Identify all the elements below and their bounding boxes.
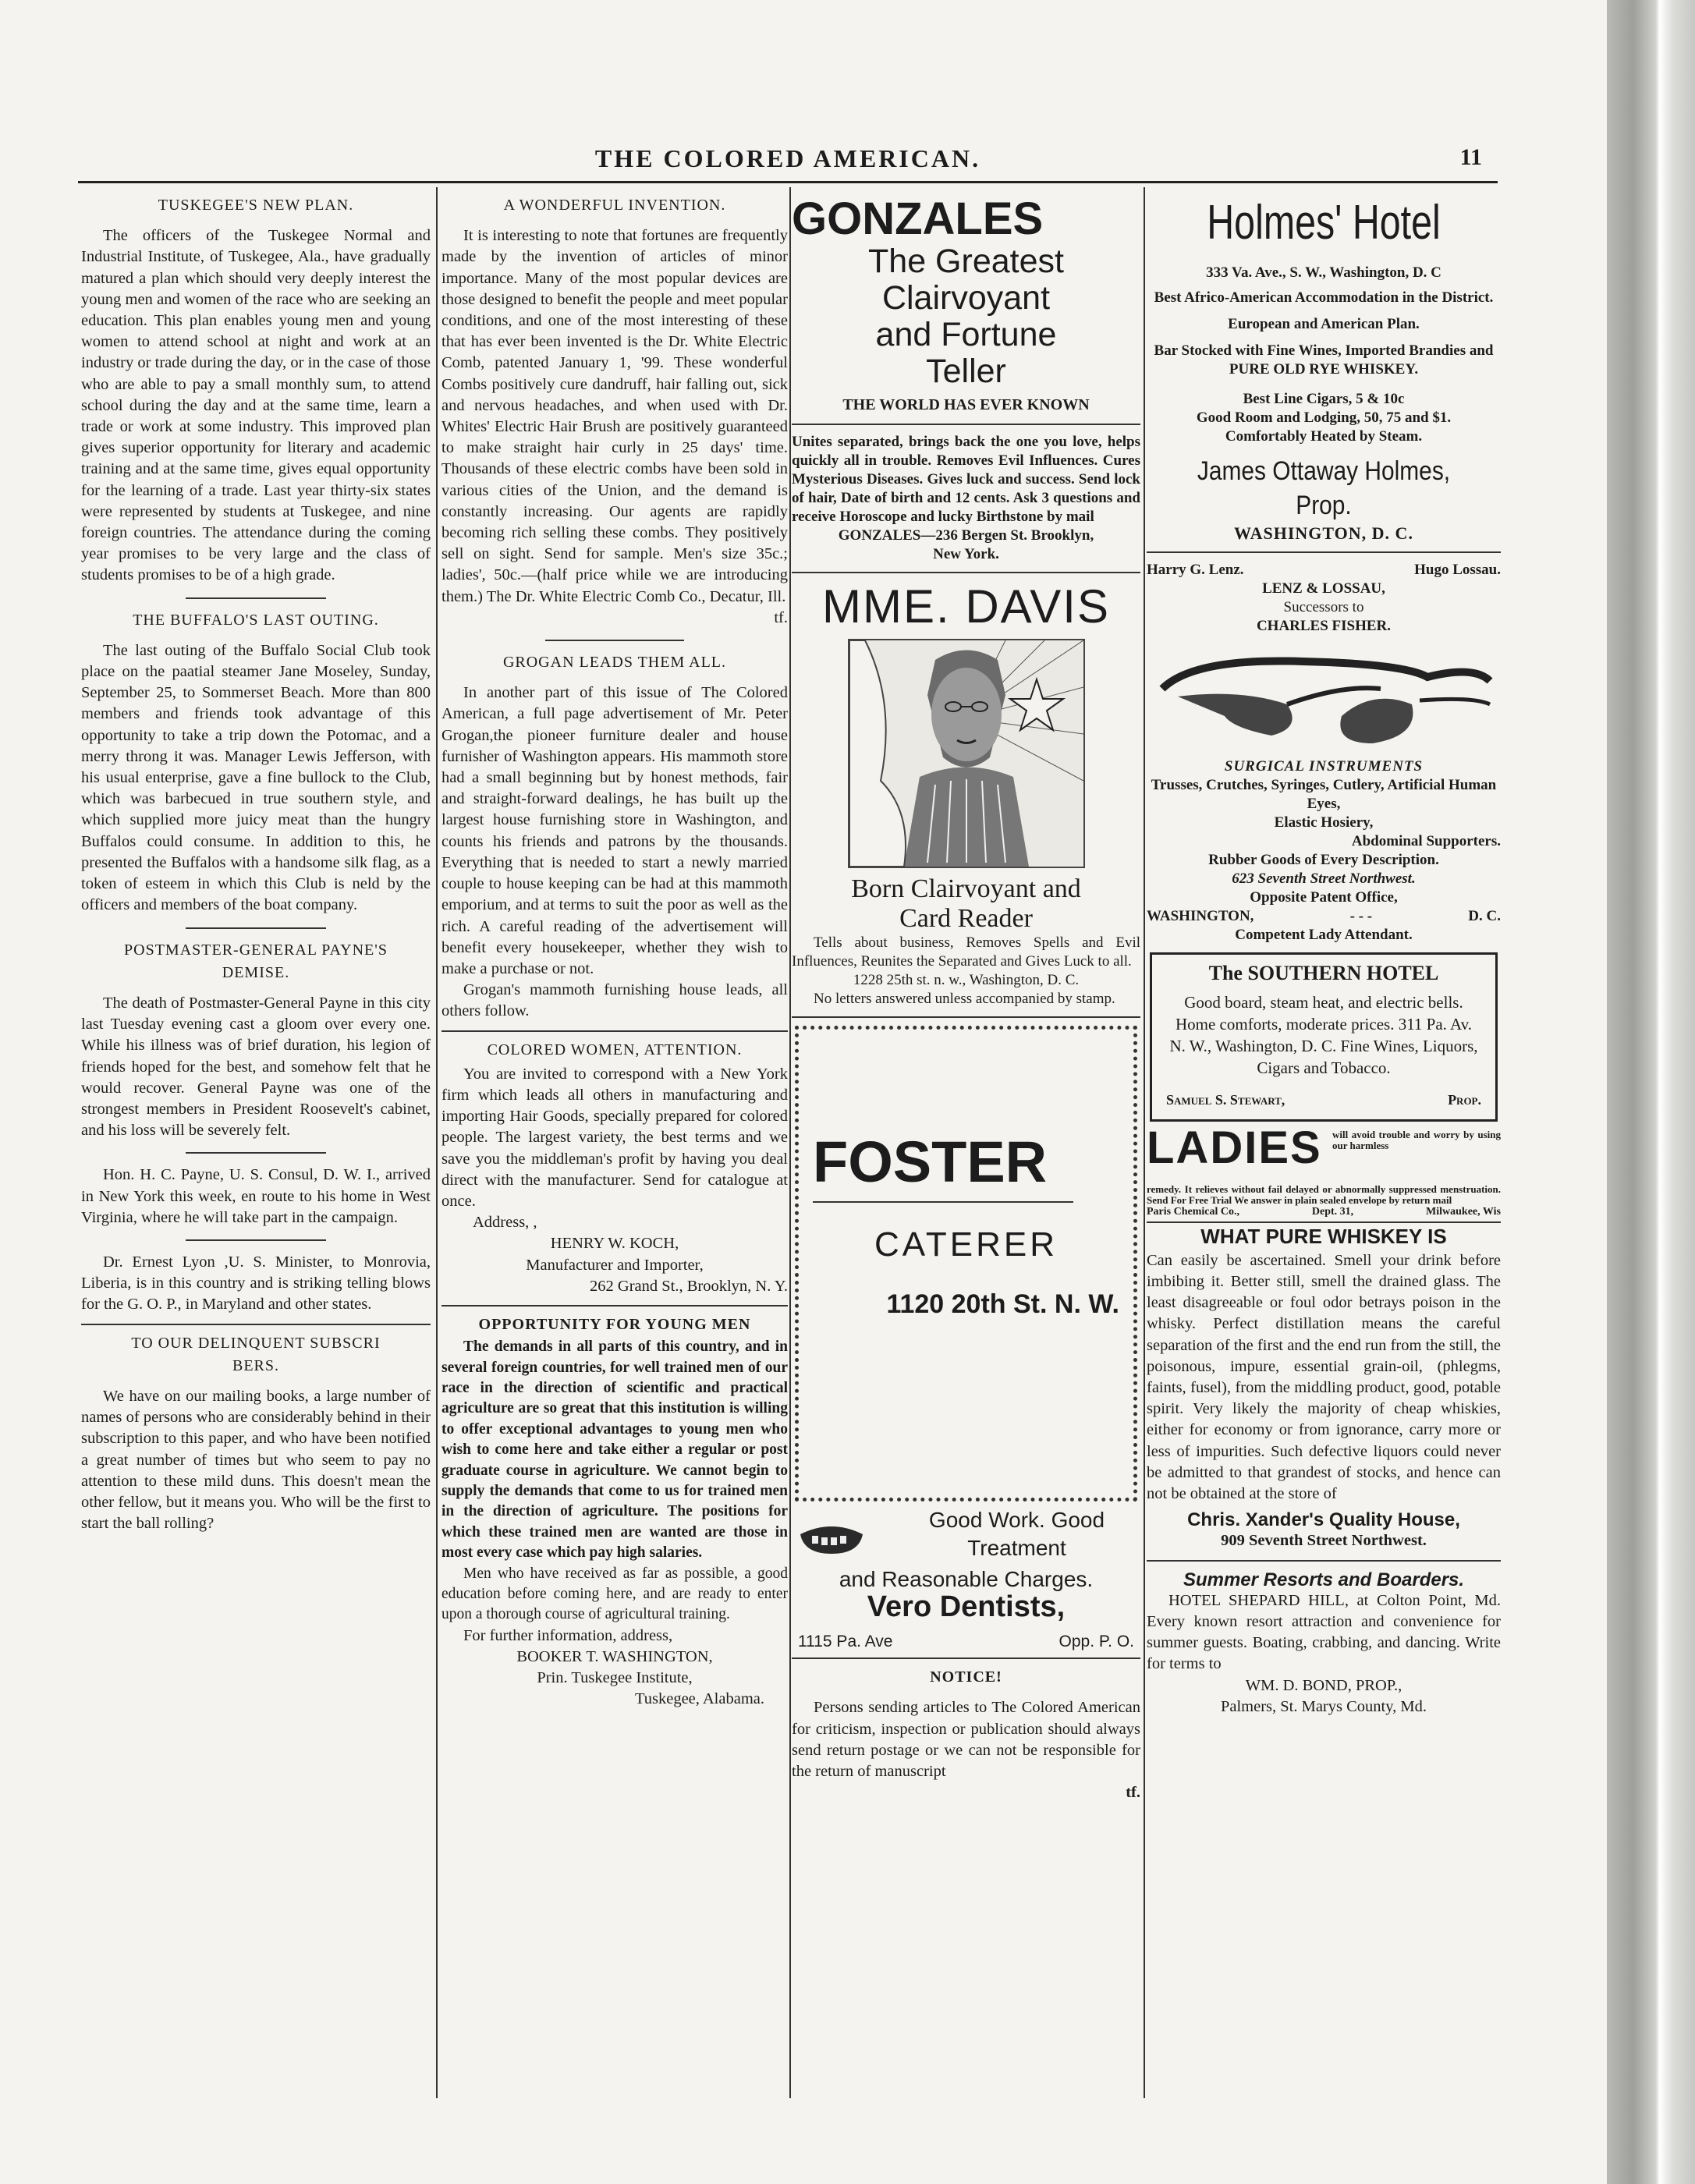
lenz-city: WASHINGTON, xyxy=(1147,908,1254,925)
surgical-body-4: Rubber Goods of Every Description. xyxy=(1208,852,1439,869)
gonzales-address-2: New York. xyxy=(933,546,999,563)
invention-tf: tf. xyxy=(774,608,788,626)
foster-trade: CATERER xyxy=(874,1225,1058,1264)
divider xyxy=(792,572,1140,573)
page-spine-edge xyxy=(1607,0,1695,2184)
surgical-instruments-illustration xyxy=(1147,642,1501,751)
holmes-hotel-name: Holmes' Hotel xyxy=(1207,196,1441,250)
foster-address: 1120 20th St. N. W. xyxy=(886,1289,1119,1320)
tuskegee-body: The officers of the Tuskegee Normal and Industrial Institute, of Tuskegee, Ala., have gradually matured a plan which should very deeply interest the young men and women of the race who are seeking an education. This plan enables young men and young women to attend school at night and work at an industry or trade during the day, or in the case of those who are able to pay a small monthly sum, to attend school during the day and at the same time, learn a trade or work at some industry. This improved plan gives superior opportunity for literary and academic training and at the same time, gives equal opportunity for the learning of a trade. Last year thirty-six states were represented by students at Tuskegee, and nine foreign countries. The attendance during the coming year promises to be very large and the class of students promises to be of a high grade. xyxy=(81,227,431,584)
page-number: 11 xyxy=(1459,144,1482,170)
delinquent-heading-2: BERS. xyxy=(232,1356,280,1374)
notice-body: Persons sending articles to The Colored American for criticism, inspection or publication should always send return postage or we can not be responsible for the return of manuscript xyxy=(792,1699,1140,1781)
divider xyxy=(186,1239,325,1241)
payne-body: The death of Postmaster-General Payne in this city last Tuesday evening cast a gloom over every one. While his illness was of brief duration, his legion of friends hoped for the best, and somehow felt that he would recover. General Payne was one of the strongest members in President Roosevelt's cabinet, and his loss will be severely felt. xyxy=(81,994,431,1140)
davis-headline-2: Card Reader xyxy=(899,904,1033,934)
notice-tf: tf. xyxy=(1126,1784,1140,1802)
divider xyxy=(441,1305,788,1306)
buffalo-heading: THE BUFFALO'S LAST OUTING. xyxy=(133,611,379,629)
holmes-city: WASHINGTON, D. C. xyxy=(1234,523,1413,543)
whiskey-store: Chris. Xander's Quality House, xyxy=(1187,1509,1460,1531)
koch-address-label: Address, , xyxy=(473,1214,537,1232)
washington-name: BOOKER T. WASHINGTON, xyxy=(516,1648,713,1666)
davis-portrait xyxy=(848,639,1085,868)
lenz-city-state: D. C. xyxy=(1468,908,1501,925)
lenz-city-row xyxy=(1147,907,1501,926)
holmes-line-4: Best Line Cigars, 5 & 10c xyxy=(1243,391,1405,407)
tuskegee-heading: TUSKEGEE'S NEW PLAN. xyxy=(158,197,354,214)
southern-owner: Samuel S. Stewart, xyxy=(1166,1092,1285,1108)
washington-place: Tuskegee, Alabama. xyxy=(634,1690,764,1708)
southern-hotel-ad xyxy=(1150,952,1498,1121)
davis-name: MME. DAVIS xyxy=(822,580,1110,633)
divider xyxy=(1147,1221,1501,1223)
column-divider xyxy=(789,187,791,2098)
ladies-side: will avoid trouble and worry by using our harmless xyxy=(1332,1128,1501,1151)
southern-owner-row xyxy=(1166,1090,1481,1111)
gonzales-line-1: The Greatest xyxy=(868,243,1064,280)
vero-line-1: Good Work. Good xyxy=(928,1508,1105,1533)
column-divider xyxy=(1144,187,1145,2098)
ladies-firm-row xyxy=(1147,1206,1501,1218)
koch-street: 262 Grand St., Brooklyn, N. Y. xyxy=(590,1277,788,1295)
colored-women-body: You are invited to correspond with a New York firm which leads all others in manufacturing and importing Hair Goods, specially prepared for colored people. The largest variety, the best terms and we save you the middleman's profit by having you deal direct with the manufacturer. Send for catalogue at once. xyxy=(441,1065,788,1210)
washington-title: Prin. Tuskegee Institute, xyxy=(537,1669,693,1687)
vero-line-2: Treatment xyxy=(967,1536,1066,1561)
holmes-line-5: Good Room and Lodging, 50, 75 and $1. xyxy=(1196,410,1452,426)
surgical-body-3: Abdominal Supporters. xyxy=(1351,833,1501,850)
divider xyxy=(1147,1560,1501,1562)
lenz-partners xyxy=(1147,561,1501,580)
lenz-right: Hugo Lossau. xyxy=(1414,562,1501,579)
lenz-left: Harry G. Lenz. xyxy=(1147,562,1244,579)
ladies-dept: Dept. 31, xyxy=(1311,1205,1354,1218)
notice-heading: NOTICE! xyxy=(930,1668,1002,1686)
foster-caterer-ad xyxy=(795,1026,1137,1502)
resorts-place: Palmers, St. Marys County, Md. xyxy=(1220,1697,1427,1715)
surgical-body-2: Elastic Hosiery, xyxy=(1274,814,1374,831)
foster-name: FOSTER xyxy=(813,1129,1048,1195)
holmes-line-3b: PURE OLD RYE WHISKEY. xyxy=(1229,361,1419,378)
lenz-fisher: CHARLES FISHER. xyxy=(1256,618,1392,635)
opportunity-body-2: Men who have received as far as possible, a good education before coming here, and are ready to enter upon a thorough course of agricultural training. xyxy=(441,1565,788,1623)
newspaper-title: THE COLORED AMERICAN. xyxy=(594,144,981,172)
holmes-line-3: Bar Stocked with Fine Wines, Imported Brandies and xyxy=(1154,342,1494,359)
divider xyxy=(441,1030,788,1032)
buffalo-body: The last outing of the Buffalo Social Club took place on the paatial steamer Jane Moseley, Sunday, September 25, to Sommerset Beach. More than 800 members and friends took advantage of this opportunity to take a trip down the Potomac, and a merry throng it was. Manager Lewis Jefferson, with his usual enterprise, gave a fine bullock to the Club, which was barbecued in true southern style, and which supplied more juicy meat than the hungry Buffalos could consume. In addition to this, he presented the Buffalos with a handsome silk flag, as a token of esteem in which this Club is neld by the officers and members of the boat company. xyxy=(81,641,431,914)
ladies-city: Milwaukee, Wis xyxy=(1426,1205,1501,1218)
truss-icon xyxy=(1147,642,1501,751)
holmes-line-6: Comfortably Heated by Steam. xyxy=(1225,428,1423,445)
divider xyxy=(792,1658,1140,1659)
lenz-street: 623 Seventh Street Northwest. xyxy=(1232,870,1416,888)
invention-heading: A WONDERFUL INVENTION. xyxy=(503,197,726,214)
lenz-opposite: Opposite Patent Office, xyxy=(1250,889,1398,906)
column-divider xyxy=(436,187,438,2098)
vero-line-3: and Reasonable Charges. xyxy=(839,1567,1094,1592)
denture-icon xyxy=(796,1519,867,1558)
holmes-line-1: Best Africo-American Accommodation in the District. xyxy=(1154,289,1494,306)
divider xyxy=(792,1016,1140,1018)
grogan-body: In another part of this issue of The Colored American, a full page advertisement of Mr. Peter Grogan,the pioneer furniture dealer and house furnisher of Washington appears. His mammoth store had a small beginning but by honest methods, fair and straight-forward dealings, he has built up the largest house furnishing store in Washington, and counts his friends and patrons by the thousands. Everything that is needed to start a newly married couple to house keeping can be had at this mammoth emporium, and at terms to suit the poor as well as the rich. A careful reading of the advertisement will benefit every housekeeper, whether they wish to make a purchase or not. xyxy=(441,684,788,977)
foster-underline xyxy=(813,1201,1073,1203)
resorts-heading: Summer Resorts and Boarders. xyxy=(1183,1569,1465,1590)
ladies-ad xyxy=(1147,1122,1501,1184)
masthead-rule xyxy=(78,181,1498,183)
divider xyxy=(545,640,684,641)
colored-women-heading: COLORED WOMEN, ATTENTION. xyxy=(487,1041,743,1058)
gonzales-address: GONZALES—236 Bergen St. Brooklyn, xyxy=(838,527,1094,544)
divider xyxy=(792,424,1140,425)
surgical-heading: SURGICAL INSTRUMENTS xyxy=(1224,758,1424,775)
southern-name: The SOUTHERN HOTEL xyxy=(1208,962,1439,985)
opportunity-body: The demands in all parts of this country, and in several foreign countries, for well trained men of our race in the direction of scientific and practical agriculture are so great that this institution is willing to offer exceptional advantages to young men who wish to come here and take either a regular or post graduate course in agriculture. We cannot begin to supply the demands that come to us for trained men in the direction of agriculture. The positions for which these trained men are wanted are those in most every case which pay high salaries. xyxy=(441,1338,788,1562)
gonzales-line-4: Teller xyxy=(926,353,1006,390)
surgical-body-1: Trusses, Crutches, Syringes, Cutlery, Artificial Human Eyes, xyxy=(1151,777,1497,813)
ladies-word: LADIES xyxy=(1147,1122,1322,1173)
delinquent-body: We have on our mailing books, a large number of names of persons who are considerably behind in their subscription to this paper, and who have been notified a great number of times but who seem to pay no attention to these mild duns. This doesn't mean the other fellow, but it means you. Who will be the first to start the ball rolling? xyxy=(81,1387,431,1533)
opportunity-heading: OPPORTUNITY FOR YOUNG MEN xyxy=(478,1315,751,1333)
lyon-item: Dr. Ernest Lyon ,U. S. Minister, to Monrovia, Liberia, is in this country and is striking telling blows for the G. O. P., in Maryland and other states. xyxy=(81,1253,431,1314)
gonzales-body: Unites separated, brings back the one you love, helps quickly all in trouble. Removes Evil Influences. Cures Mysterious Diseases. Gives luck and success. Send lock of hair, Date of birth and 12 cents. Ask 3 questions and receive Horoscope and lucky Birthstone by mail xyxy=(792,434,1140,526)
divider xyxy=(1147,551,1501,553)
lenz-city-dash: - - - xyxy=(1349,908,1373,925)
holmes-address: 333 Va. Ave., S. W., Washington, D. C xyxy=(1206,264,1441,281)
hc-payne-item: Hon. H. C. Payne, U. S. Consul, D. W. I., arrived in New York this week, en route to his home in West Virginia, where he will take part in the campaign. xyxy=(81,1166,431,1226)
delinquent-heading: TO OUR DELINQUENT SUBSCRI xyxy=(131,1334,381,1352)
vero-name: Vero Dentists, xyxy=(867,1590,1066,1624)
holmes-prop: James Ottaway Holmes, Prop. xyxy=(1197,456,1451,520)
column-2 xyxy=(441,187,788,2098)
vero-address: 1115 Pa. Ave xyxy=(798,1633,893,1651)
lenz-firm: LENZ & LOSSAU, xyxy=(1262,580,1385,597)
ladies-body: remedy. It relieves without fail delayed or abnormally suppressed menstruation. Send For Free Trial We answer in plain sealed envelope by return mail xyxy=(1147,1182,1501,1206)
gonzales-tagline: THE WORLD HAS EVER KNOWN xyxy=(842,396,1090,413)
divider xyxy=(186,927,325,929)
whiskey-address: 909 Seventh Street Northwest. xyxy=(1221,1532,1427,1550)
invention-body: It is interesting to note that fortunes are frequently made by the invention of articles of minor importance. Many of the most popular devices are those designed to benefit the people and meet popular conditions, and one of the most interesting of these that has ever been invented is the Dr. White Electric Comb, patented January 1, '99. These wonderful Combs positively cure dandruff, hair falling out, sick and nervous headaches, and when used with Dr. Whites' Electric Hair Brush are positively guaranteed to make straight hair curly in 25 days' time. Thousands of these electric combs have been sold in various cities of the Union, and the demand is constantly increasing. Our agents are rapidly becoming rich selling these combs. They positively sell on sight. Send for sample. Men's size 35c.; ladies', 50c.—(half price while we are introducing them.) The Dr. White Electric Comb Co., Decatur, Ill. xyxy=(441,227,788,605)
divider xyxy=(186,597,325,599)
column-3 xyxy=(792,187,1140,2098)
koch-title: Manufacturer and Importer, xyxy=(526,1256,704,1274)
payne-heading: POSTMASTER-GENERAL PAYNE'S xyxy=(124,941,388,959)
davis-portrait-illustration xyxy=(849,640,1083,867)
koch-name: HENRY W. KOCH, xyxy=(550,1235,679,1253)
whiskey-heading: WHAT PURE WHISKEY IS xyxy=(1200,1224,1447,1248)
gonzales-name: GONZALES xyxy=(792,193,1044,244)
column-1 xyxy=(81,187,431,2098)
whiskey-body: Can easily be ascertained. Smell your drink before imbibing it. Better still, smell the drained glass. The least disagreeable or foul odor betrays poison in the whisky. Perfect distillation means the careful separation of the first and the end run from the still, the poisonous, impure, essential grain-oil, (phlegms, faints, fusel), from the middling product, good, potable spirit. Very likely the majority of cheap whiskies, either for economy or from ignorance, carry more or less of impurities. Such defective liquors could never be admitted to that grandest of stocks, and hence can not be obtained at the store of xyxy=(1147,1251,1501,1503)
southern-prop: Prop. xyxy=(1448,1092,1481,1108)
resorts-prop: WM. D. BOND, PROP., xyxy=(1245,1676,1402,1694)
resorts-body: HOTEL SHEPARD HILL, at Colton Point, Md. Every known resort attraction and convenience for summer guests. Boating, crabbing, and dancing. Write for terms to xyxy=(1147,1591,1501,1673)
davis-address: 1228 25th st. n. w., Washington, D. C. xyxy=(853,972,1080,989)
grogan-heading: GROGAN LEADS THEM ALL. xyxy=(502,654,727,672)
vero-dentists-ad xyxy=(792,1509,1140,1650)
vero-opp: Opp. P. O. xyxy=(1058,1633,1134,1651)
payne-heading-2: DEMISE. xyxy=(222,963,290,981)
southern-body: Good board, steam heat, and electric bells. Home comforts, moderate prices. 311 Pa. Av. N. W., Washington, D. C. Fine Wines, Liquors, Cigars and Tobacco. xyxy=(1169,993,1478,1078)
grogan-body-2: Grogan's mammoth furnishing house leads, all others follow. xyxy=(441,981,788,1020)
davis-headline: Born Clairvoyant and xyxy=(851,874,1081,904)
gonzales-line-3: and Fortune xyxy=(875,316,1057,353)
divider xyxy=(186,1152,325,1154)
lenz-successors: Successors to xyxy=(1283,599,1364,616)
holmes-line-2: European and American Plan. xyxy=(1228,316,1420,332)
lenz-attendant: Competent Lady Attendant. xyxy=(1235,927,1413,944)
masthead xyxy=(78,144,1498,177)
davis-note: No letters answered unless accompanied by stamp. xyxy=(814,991,1115,1008)
gonzales-line-2: Clairvoyant xyxy=(881,279,1051,317)
column-4 xyxy=(1147,187,1501,2098)
divider xyxy=(81,1324,431,1325)
ladies-firm: Paris Chemical Co., xyxy=(1147,1205,1239,1218)
davis-body: Tells about business, Removes Spells and Evil Influences, Reunites the Separated and Gives Luck to all. xyxy=(792,934,1140,970)
opportunity-further: For further information, address, xyxy=(463,1626,673,1644)
